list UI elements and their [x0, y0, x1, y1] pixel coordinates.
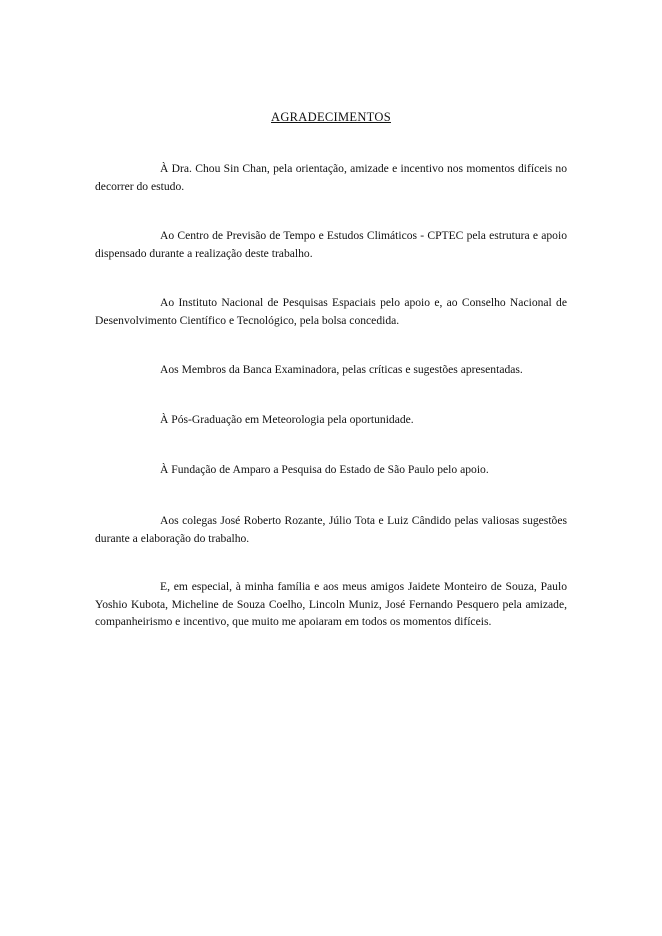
acknowledgement-paragraph: À Pós-Graduação em Meteorologia pela oportunidade.	[160, 413, 414, 426]
acknowledgement-paragraph: Ao Centro de Previsão de Tempo e Estudos Climáticos - CPTEC pela estrutura e apoio dispensado durante a realização deste trabalho.	[95, 229, 567, 260]
acknowledgement-paragraph: À Dra. Chou Sin Chan, pela orientação, amizade e incentivo nos momentos difíceis no decorrer do estudo.	[95, 162, 567, 193]
acknowledgement-paragraph: E, em especial, à minha família e aos meus amigos Jaidete Monteiro de Souza, Paulo Yoshio Kubota, Micheline de Souza Coelho, Lincoln Muniz, José Fernando Pesquero pela amizade, companheirismo e incentivo, que muito me apoiaram em todos os momentos difíceis.	[95, 580, 567, 628]
acknowledgement-paragraph: Aos colegas José Roberto Rozante, Júlio Tota e Luiz Cândido pelas valiosas sugestões durante a elaboração do trabalho.	[95, 514, 567, 545]
page-title: AGRADECIMENTOS	[271, 110, 391, 124]
acknowledgement-paragraph: Ao Instituto Nacional de Pesquisas Espaciais pelo apoio e, ao Conselho Nacional de Desenvolvimento Científico e Tecnológico, pela bolsa concedida.	[95, 296, 567, 327]
acknowledgement-paragraph: À Fundação de Amparo a Pesquisa do Estado de São Paulo pelo apoio.	[160, 463, 489, 476]
acknowledgement-paragraph: Aos Membros da Banca Examinadora, pelas críticas e sugestões apresentadas.	[160, 363, 523, 376]
